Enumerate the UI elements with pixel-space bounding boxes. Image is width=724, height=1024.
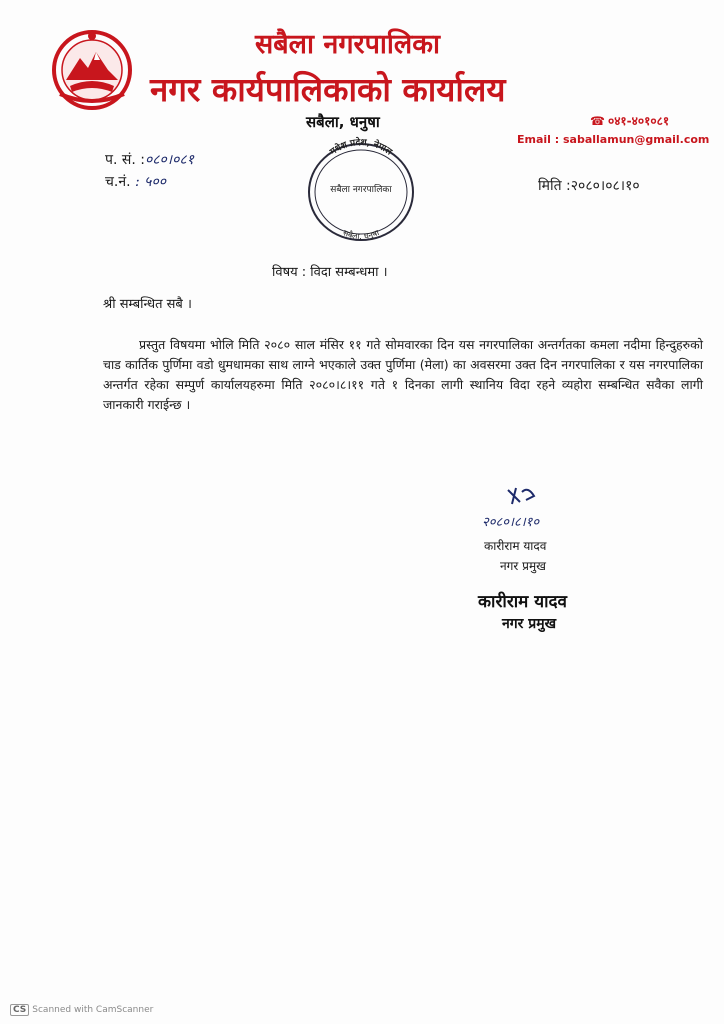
signer-name: कारीराम यादव	[484, 539, 547, 553]
office-round-stamp	[296, 134, 426, 246]
signature-date: २०८०।८।१०	[482, 515, 540, 530]
phone-icon: ☎	[590, 114, 605, 128]
signer-stamp-name: कारीराम यादव	[478, 592, 567, 612]
phone-value: ०४१-४०१०८१	[607, 114, 670, 128]
office-name: नगर कार्यपालिकाको कार्यालय	[150, 70, 506, 109]
chalani-value: : ५००	[135, 174, 167, 190]
signer-stamp-role: नगर प्रमुख	[502, 616, 557, 632]
letter-date: मिति :२०८०।०८।१०	[538, 178, 640, 194]
signer-role: नगर प्रमुख	[500, 559, 546, 573]
scan-watermark	[10, 1004, 153, 1016]
email-address: Email : saballamun@gmail.com	[517, 133, 710, 146]
svg-text:मधेश प्रदेश, नेपाल	[328, 136, 395, 158]
salutation: श्री सम्बन्धित सबै ।	[103, 297, 192, 312]
patra-sankhya-value: ०८०।०८१	[144, 152, 194, 168]
municipality-name: सबैला नगरपालिका	[255, 29, 440, 60]
body-paragraph: प्रस्तुत विषयमा भोलि मिति २०८० साल मंसिर ११ गते सोमवारका दिन यस नगरपालिका अन्तर्गतका कमला नदीमा हिन्दुहरुको चाड कार्तिक पुर्णिमा वडो धुमधामका साथ लाग्ने भएकाले उक्त पुर्णिमा (मेला) का अवसरमा उक्त दिन नगरपालिका र यस नगरपालिका अन्तर्गत रहेका सम्पुर्ण कार्यालयहरुमा मिति २०८०।८।११ गते १ दिनका लागी स्थानिय विदा रहने व्यहोरा सम्बन्धित सवैका लागी जानकारी गराईन्छ ।	[103, 337, 703, 412]
letter-body	[103, 335, 703, 415]
nepal-emblem-icon	[50, 28, 134, 112]
office-address: सबैला, धनुषा	[306, 113, 380, 131]
subject-line: विषय : विदा सम्बन्धमा ।	[272, 265, 388, 280]
handwritten-signature	[478, 482, 588, 532]
reference-block	[105, 150, 194, 194]
patra-sankhya-label: प. सं. :	[105, 152, 145, 168]
signer-block	[484, 536, 546, 576]
stamp-center-text: सबैला नगरपालिका	[330, 185, 392, 195]
camscanner-logo-icon: CS	[10, 1004, 29, 1016]
stamp-bottom-text: सबैला, धनुषा	[341, 228, 381, 242]
phone-number	[590, 112, 669, 129]
signer-stamp	[478, 591, 567, 635]
scan-watermark-text: Scanned with CamScanner	[32, 1005, 154, 1015]
chalani-label: च.नं.	[105, 174, 131, 190]
stamp-top-text: मधेश प्रदेश, नेपाल	[328, 137, 394, 158]
